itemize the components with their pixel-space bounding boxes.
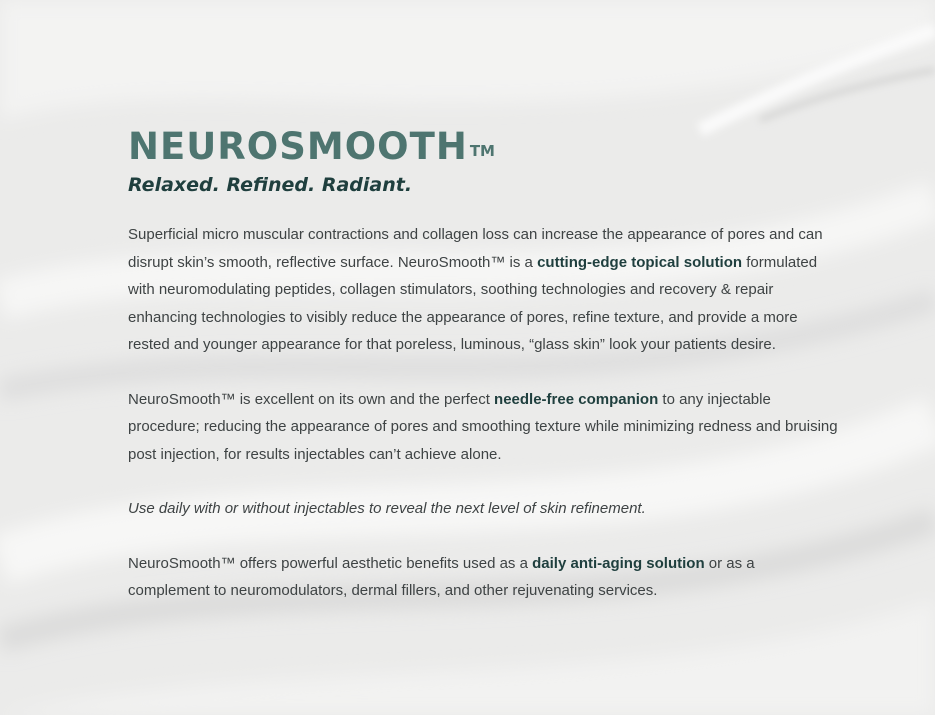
highlight-daily-anti-aging: daily anti-aging solution xyxy=(532,554,705,572)
highlight-cutting-edge: cutting-edge topical solution xyxy=(537,253,743,271)
trademark-mark: TM xyxy=(469,142,495,160)
benefits-paragraph: NeuroSmooth™ offers powerful aesthetic benefits used as a daily anti-aging solution or as a complement to neuromodulators, dermal fillers, and other rejuvenating services. xyxy=(128,554,755,599)
tagline: Relaxed. Refined. Radiant. xyxy=(128,174,413,196)
companion-paragraph: NeuroSmooth™ is excellent on its own and the perfect needle-free companion to any injectable procedure; reducing the appearance of pores and smoothing texture while minimizing redness and bruising post injection, for results injectables can’t achieve alone. xyxy=(128,390,838,463)
highlight-needle-free: needle-free companion xyxy=(494,390,659,408)
brand-name: NEUROSMOOTH xyxy=(128,125,468,168)
intro-paragraph: Superficial micro muscular contractions and collagen loss can increase the appearance of pores and can disrupt skin’s smooth, reflective surface. NeuroSmooth™ is a cutting-edge topical solution formulated with neuromodulating peptides, collagen stimulators, soothing technologies and recovery & repair enhancing technologies to visibly reduce the appearance of pores, refine texture, and provide a more rested and younger appearance for that poreless, luminous, “glass skin” look your patients desire. xyxy=(128,226,823,353)
usage-paragraph: Use daily with or without injectables to reveal the next level of skin refinement. xyxy=(128,500,646,517)
brand-title xyxy=(128,126,838,168)
product-description xyxy=(128,126,838,605)
